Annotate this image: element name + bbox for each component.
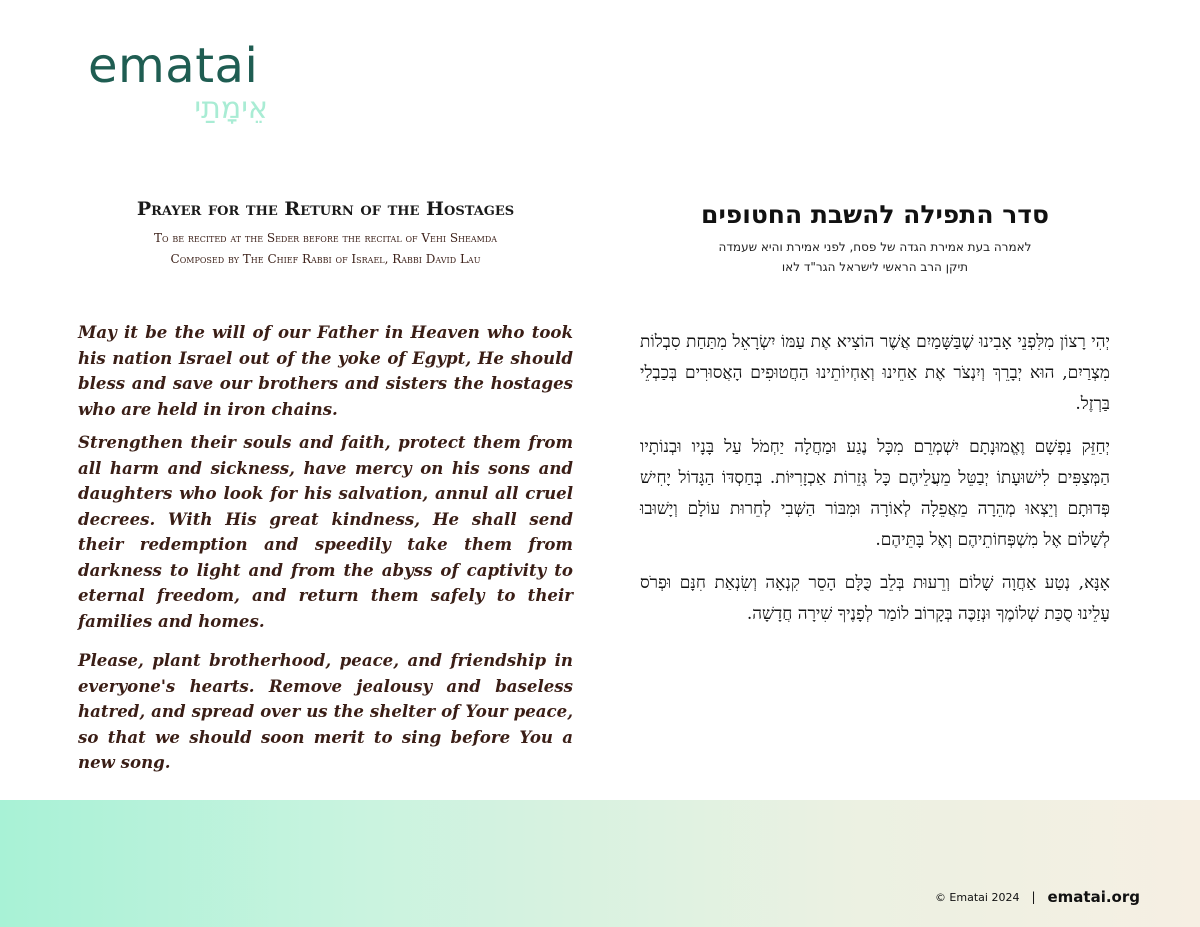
- hebrew-title: סדר התפילה להשבת החטופים: [701, 200, 1049, 229]
- footer: [935, 887, 1140, 907]
- footer-copyright: © Ematai 2024: [934, 890, 1020, 904]
- english-subtitle-2: Composed by The Chief Rabbi of Israel, Rabbi David Lau: [170, 252, 481, 266]
- english-paragraph-2: Strengthen their souls and faith, protect them from all harm and sickness, have mercy on his sons and daughters who look for his salvation, annul all cruel decrees. With His great kindness, He shall send their redemption and speedily take them from darkness to light and from the abyss of captivity to eternal freedom, and return them safely to their families and homes.: [78, 432, 573, 631]
- hebrew-paragraph-2: יְחַזֵּק נַפְשָׁם וֶאֱמוּנָתָם יִשְׁמְרֵם מִכָּל נֶגַע וּמַחֲלָה יַחְמֹל עַל בָּנָיו וּבְנוֹתָיו הַמְּצַפִּים לִישׁוּעָתוֹ יְבַטֵּל מֵעֲלֵיהֶם כָּל גְּזֵרוֹת אַכְזָרִיּוֹת. בְּחַסְדּוֹ הַגָּדוֹל יָחִישׁ פְּדוּתָם וְיֵצְאוּ מְהֵרָה מֵאֲפֵלָה לְאוֹרָה וּמִבּוֹר הַשְּׁבִי לְחֵרוּת עוֹלָם וְיָשׁוּבוּ לְשָׁלוֹם אֶל מִשְׁפְּחוֹתֵיהֶם וְאֶל בָּתֵּיהֶם.: [640, 437, 1110, 550]
- english-paragraph-3: Please, plant brotherhood, peace, and friendship in everyone's hearts. Remove jealousy and baseless hatred, and spread over us the shelter of Your peace, so that we should soon merit to sing before You a new song.: [78, 650, 573, 772]
- logo-text-hebrew: אֵימָתַי: [194, 91, 268, 126]
- hebrew-subtitle-1: לאמרה בעת אמירת הגדה של פסח, לפני אמירת והיא שעמדה: [718, 240, 1032, 254]
- hebrew-paragraph-3: אָנָּא, נְטַע אַחֲוָה שָׁלוֹם וְרֵעוּת בְּלֵב כֻּלָּם הָסֵר קִנְאָה וְשִׂנְאַת חִנָּם וּפְרֹס עָלֵינוּ סֻכַּת שְׁלוֹמֶךָ וּנְזַכֶּה בְּקָרוֹב לוֹמַר לְפָנֶיךָ שִׁירָה חֲדָשָׁה.: [640, 573, 1110, 624]
- footer-band: [0, 800, 1200, 927]
- english-title: Prayer for the Return of the Hostages: [136, 198, 515, 220]
- footer-site-link[interactable]: ematai.org: [1047, 888, 1140, 906]
- english-subtitle-1: To be recited at the Seder before the recital of Vehi Sheamda: [153, 231, 498, 245]
- hebrew-subtitle-2: תיקן הרב הראשי לישראל הגר"ד לאו: [781, 260, 969, 274]
- english-prayer-body: [78, 320, 573, 776]
- english-paragraph-1: May it be the will of our Father in Heaven who took his nation Israel out of the yoke of Egypt, He should bless and save our brothers and sisters the hostages who are held in iron chains.: [78, 322, 573, 419]
- footer-separator: |: [1031, 890, 1036, 904]
- logo-text-english: ematai: [88, 38, 259, 94]
- hebrew-prayer-body: [640, 327, 1110, 630]
- english-column: [78, 198, 573, 776]
- hebrew-paragraph-1: יְהִי רָצוֹן מִלִּפְנֵי אָבִינוּ שֶׁבַּשָּׁמַיִם אֲשֶׁר הוֹצִיא אֶת עַמּוֹ יִשְׂרָאֵל מִתַּחַת סִבְלוֹת מִצְרַיִם, הוּא יְבָרֵךְ וְיִנְצֹר אֶת אַחֵינוּ וְאַחְיוֹתֵינוּ הַחֲטוּפִים הָאֲסוּרִים בְּכַבְלֵי בַּרְזֶל.: [640, 332, 1110, 414]
- ematai-logo: [88, 40, 268, 126]
- hebrew-column: [640, 200, 1110, 630]
